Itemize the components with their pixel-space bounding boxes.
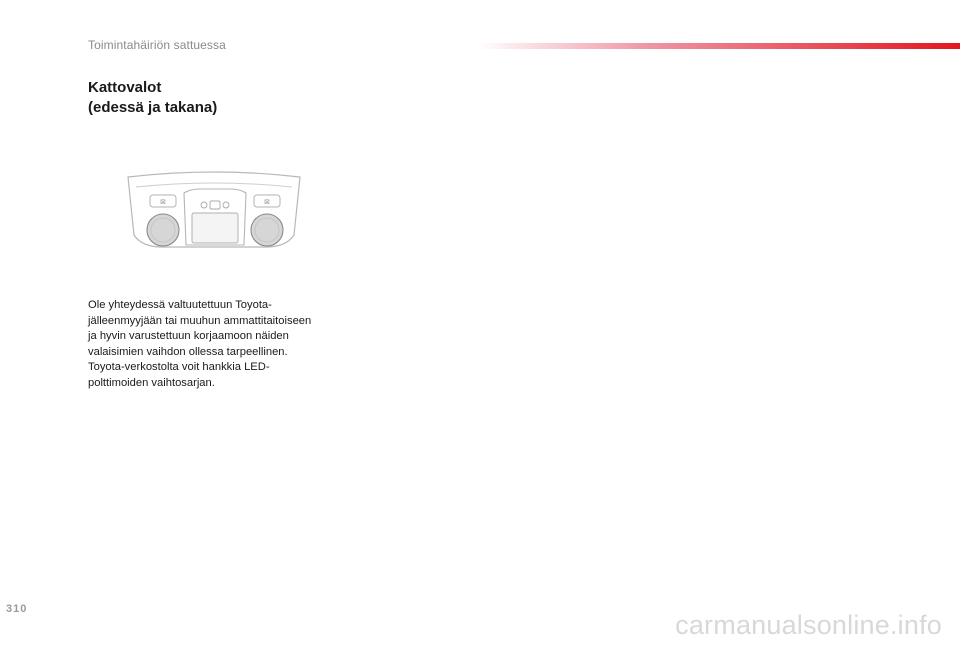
section-title: Toimintahäiriön sattuessa	[88, 38, 226, 52]
header-accent-rule	[478, 43, 960, 49]
svg-text:⊠: ⊠	[264, 198, 270, 206]
paragraph-line: polttimoiden vaihtosarjan.	[88, 376, 215, 389]
paragraph-line: jälleenmyyjään tai muuhun ammattitaitoiseen	[88, 314, 312, 327]
page-number: 310	[6, 603, 28, 615]
body-paragraph	[88, 298, 348, 392]
paragraph-line: Toyota-verkostolta voit hankkia LED-	[88, 361, 270, 374]
ceiling-lights-illustration	[126, 165, 302, 255]
paragraph-line: Ole yhteydessä valtuutettuun Toyota-	[88, 299, 272, 311]
watermark: carmanualsonline.info	[675, 610, 942, 640]
heading-line-1: Kattovalot	[88, 79, 162, 96]
heading-line-2: (edessä ja takana)	[88, 99, 218, 116]
paragraph-line: ja hyvin varustettuun korjaamoon näiden	[88, 330, 289, 343]
svg-text:⊠: ⊠	[160, 198, 166, 206]
page-heading	[88, 78, 217, 118]
paragraph-line: valaisimien vaihdon ollessa tarpeellinen.	[88, 345, 288, 358]
